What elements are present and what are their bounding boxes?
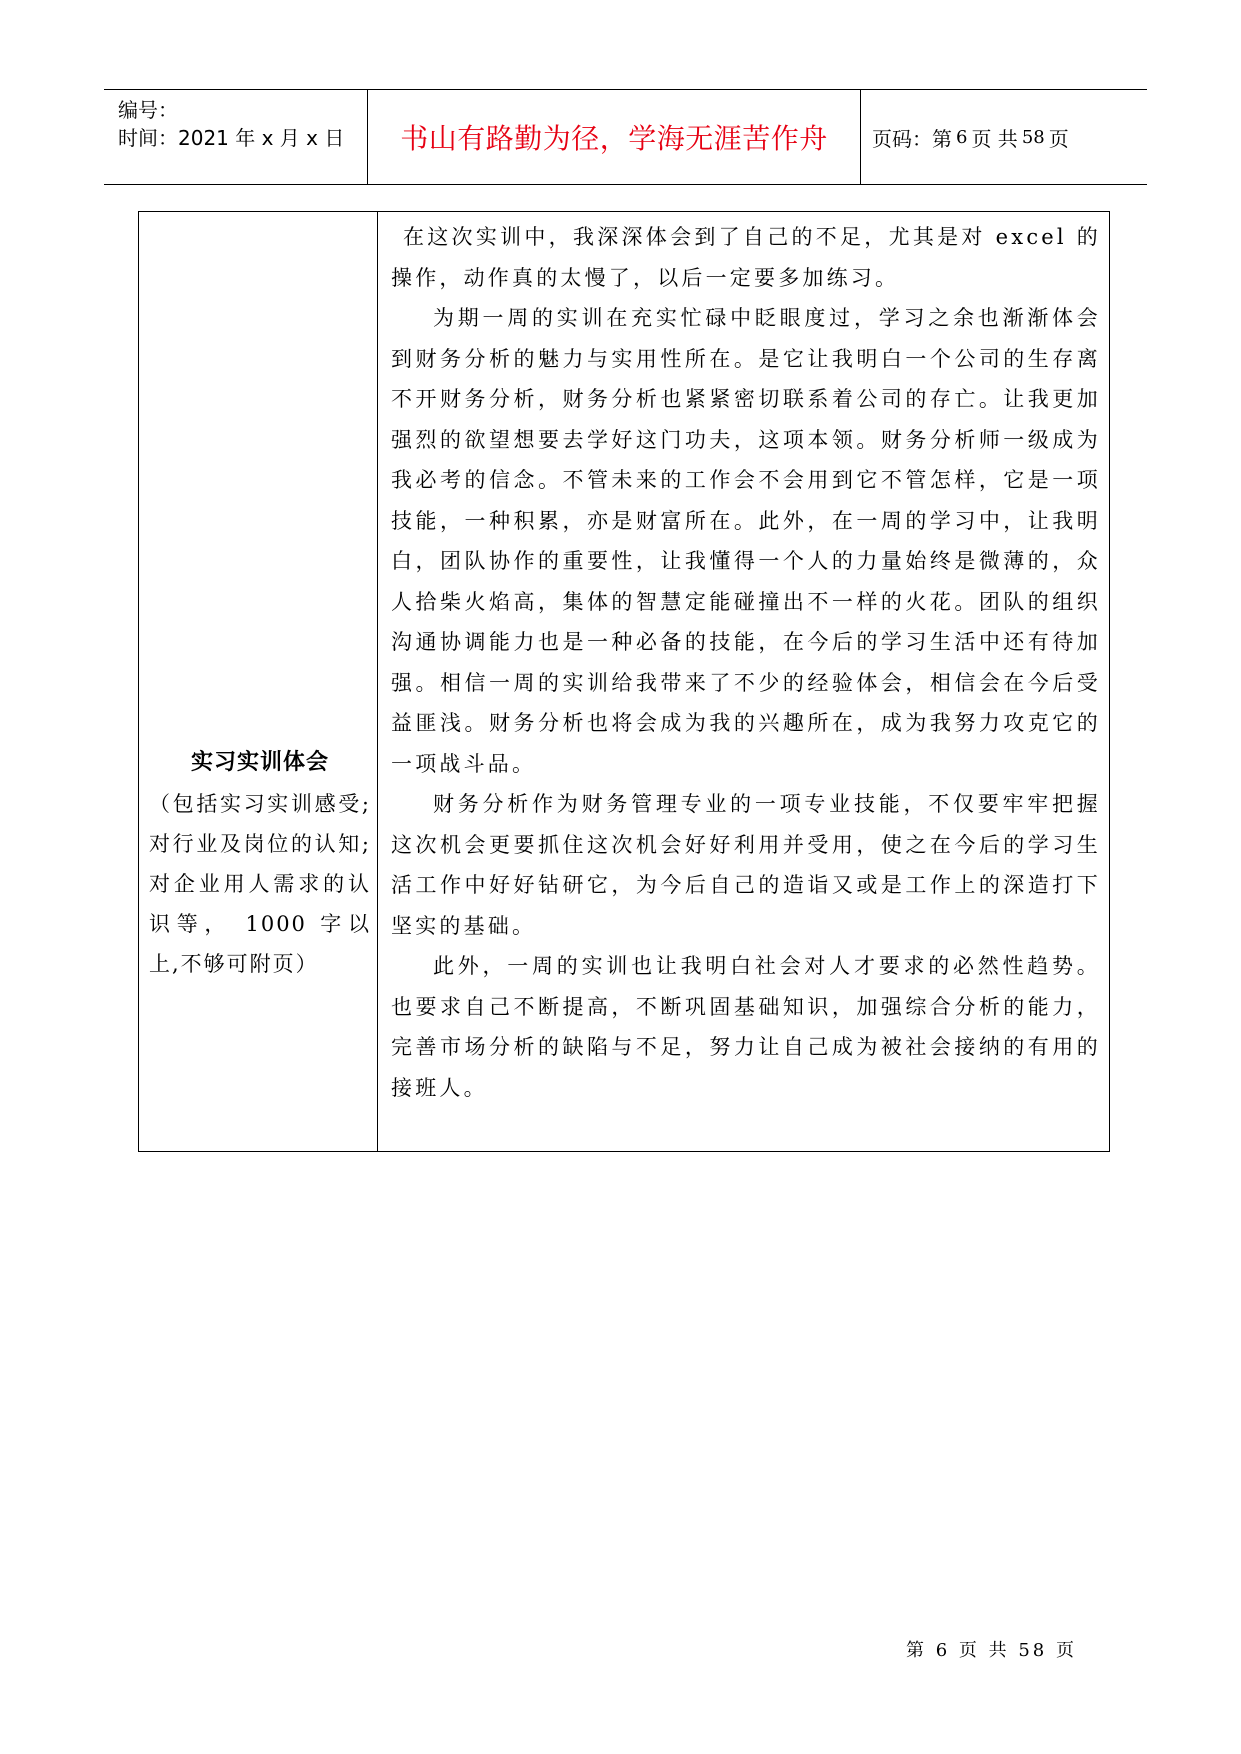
page-total: 58 [1021,126,1045,148]
paragraph: 为期一周的实训在充实忙碌中眨眼度过，学习之余也渐渐体会到财务分析的魅力与实用性所在。是它让我明白一个公司的生存离不开财务分析，财务分析也紧紧密切联系着公司的存亡。让我更加强烈的欲望想要去学好这门功夫，这项本领。财务分析师一级成为我必考的信念。不管未来的工作会不会用到它不管怎样，它是一项技能，一种积累，亦是财富所在。此外，在一周的学习中，让我明白，团队协作的重要性，让我懂得一个人的力量始终是微薄的，众人拾柴火焰高，集体的智慧定能碰撞出不一样的火花。团队的组织沟通协调能力也是一种必备的技能，在今后的学习生活中还有待加强。相信一周的实训给我带来了不少的经验体会，相信会在今后受益匪浅。财务分析也将会成为我的兴趣所在，成为我努力攻克它的一项战斗品。 [391,306,1101,776]
header-page-info [872,90,1069,184]
paragraph: 财务分析作为财务管理专业的一项专业技能，不仅要牢牢把握这次机会更要抓住这次机会好好利用并受用，使之在今后的学习生活工作中好好钻研它，为今后自己的造诣又或是工作上的深造打下坚实的基础。 [391,792,1101,938]
table-divider [377,212,378,1151]
number-label: 编号： [118,98,178,122]
table-content-cell [391,217,1101,1108]
page-suffix: 页 [1048,126,1069,151]
footer-page-number: 第 6 页 共 58 页 [906,1640,1077,1661]
page-mid: 页 共 [971,126,1018,151]
experience-table [138,211,1110,1152]
header-meta [118,96,344,152]
document-header [104,89,1147,185]
section-instructions: （包括实习实训感受; 对行业及岗位的认知; 对企业用人需求的认识等， 1000 字以上,不够可附页） [149,792,371,976]
paragraph: 在这次实训中，我深深体会到了自己的不足，尤其是对 excel 的操作，动作真的太慢了，以后一定要多加练习。 [391,225,1101,290]
table-label-cell [149,742,371,984]
header-motto: 书山有路勤为径，学海无涯苦作舟 [400,122,828,155]
page-prefix: 页码：第 [872,126,952,151]
page-current: 6 [956,126,968,148]
paragraph: 此外，一周的实训也让我明白社会对人才要求的必然性趋势。也要求自己不断提高，不断巩固基础知识，加强综合分析的能力，完善市场分析的缺陷与不足，努力让自己成为被社会接纳的有用的接班人。 [391,954,1101,1100]
header-divider [860,90,861,184]
section-title: 实习实训体会 [190,750,329,775]
time-label: 时间：2021 年 x 月 x 日 [118,126,345,150]
